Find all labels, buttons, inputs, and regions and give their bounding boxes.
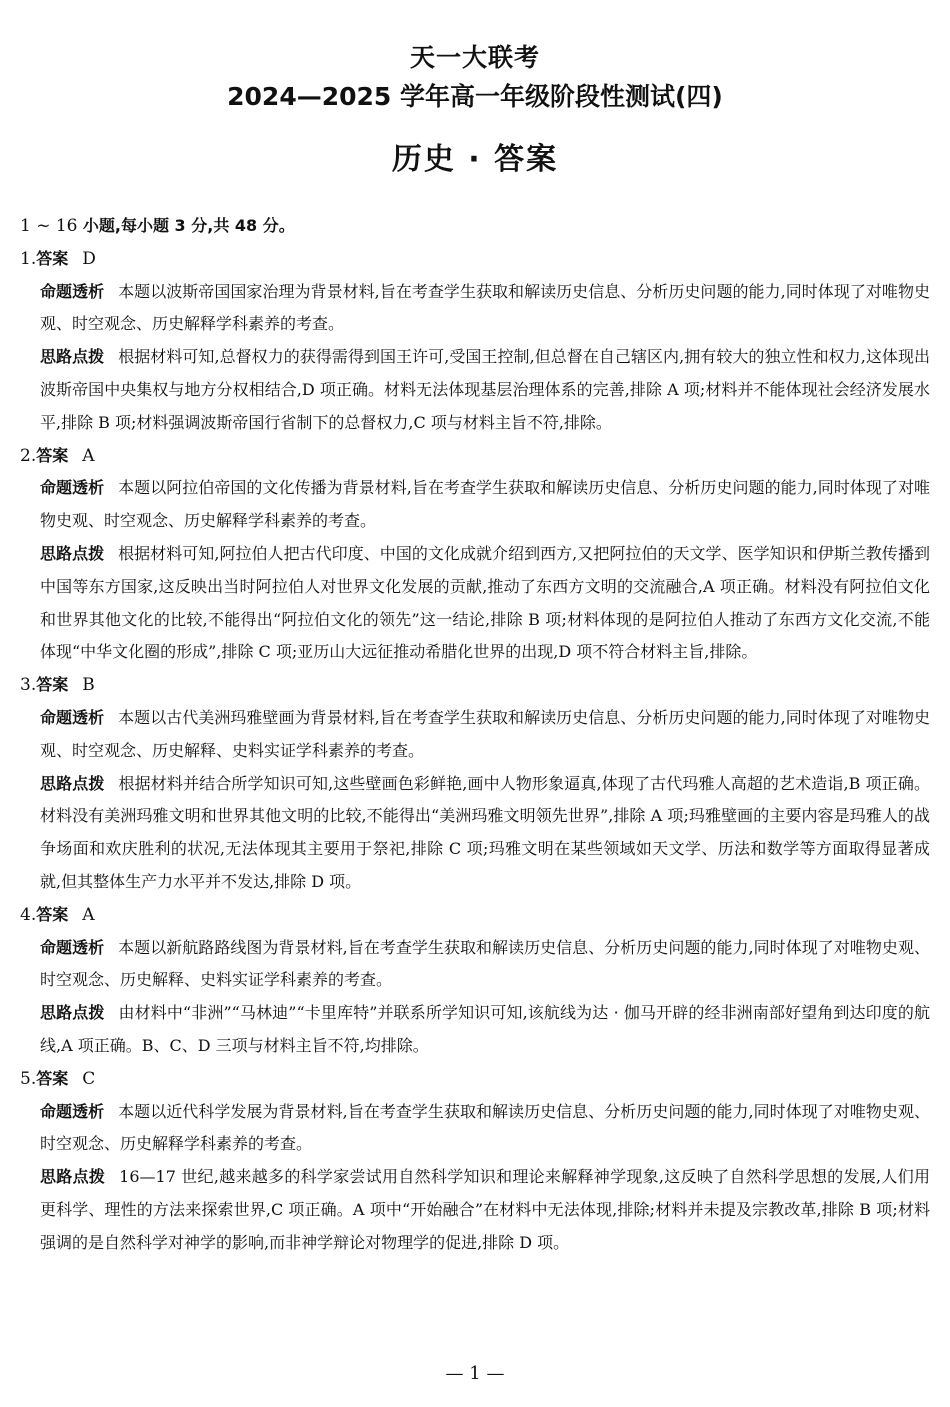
answer-value: C (82, 1068, 96, 1089)
analysis-text: 本题以古代美洲玛雅壁画为背景材料,旨在考查学生获取和解读历史信息、分析历史问题的能力,同时体现了对唯物史观、时空观念、历史解释、史料实证学科素养的考查。 (40, 707, 930, 760)
analysis-label: 命题透析 (40, 478, 105, 498)
analysis-label: 命题透析 (40, 707, 105, 727)
question-block-4 (20, 899, 930, 1063)
answer-line (20, 669, 930, 702)
hint-paragraph (20, 768, 930, 899)
hint-label: 思路点拨 (40, 347, 105, 367)
hint-text: 由材料中“非洲”“马林迪”“卡里库特”并联系所学知识可知,该航线为达 · 伽马开辟的经非洲南部好望角到达印度的航线,A 项正确。B、C、D 三项与材料主旨不符,均排除。 (40, 1003, 930, 1055)
hint-label: 思路点拨 (40, 543, 105, 563)
answer-value: A (82, 445, 95, 466)
answer-line (20, 1063, 930, 1096)
analysis-text: 本题以波斯帝国国家治理为背景材料,旨在考查学生获取和解读历史信息、分析历史问题的能力,同时体现了对唯物史观、时空观念、历史解释学科素养的考查。 (40, 281, 930, 334)
hint-paragraph (20, 341, 930, 439)
scoring-note: 小题,每小题 3 分,共 48 分。 (82, 216, 295, 235)
analysis-label: 命题透析 (40, 1101, 105, 1121)
hint-label: 思路点拨 (40, 1167, 106, 1187)
subject-title: 历史 · 答案 (391, 142, 559, 177)
answer-value: B (82, 675, 95, 696)
hint-paragraph (20, 1161, 930, 1259)
page-number: — 1 — (445, 1363, 505, 1384)
hint-text: 根据材料并结合所学知识可知,这些壁画色彩鲜艳,画中人物形象逼真,体现了古代玛雅人高超的艺术造诣,B 项正确。材料没有美洲玛雅文明和世界其他文明的比较,不能得出“美洲玛雅文明领先世界”,排除 A 项;玛雅壁画的主要内容是玛雅人的战争场面和欢庆胜利的状况,无法体现其主要用于祭祀,排除 C 项;玛雅文明在某些领域如天文学、历法和数学等方面取得显著成就,但其整体生产力水平并不发达,排除 D 项。 (40, 773, 930, 891)
answer-line (20, 243, 930, 276)
hint-text: 16—17 世纪,越来越多的科学家尝试用自然科学知识和理论来解释神学现象,这反映了自然科学思想的发展,人们用更科学、理性的方法来探索世界,C 项正确。A 项中“开始融合”在材料中无法体现,排除;材料并未提及宗教改革,排除 B 项;材料强调的是自然科学对神学的影响,而非神学辩论对物理学的促进,排除 D 项。 (40, 1167, 930, 1252)
question-number: 4. (20, 904, 37, 925)
question-number: 1. (20, 248, 37, 269)
analysis-label: 命题透析 (40, 937, 105, 957)
answer-label: 答案 (36, 675, 69, 695)
answer-label: 答案 (36, 445, 69, 465)
section-intro (20, 210, 930, 243)
analysis-label: 命题透析 (40, 281, 105, 301)
answer-line (20, 440, 930, 473)
question-block-1 (20, 243, 930, 440)
question-number: 2. (20, 445, 37, 466)
analysis-paragraph (20, 276, 930, 342)
question-block-5 (20, 1063, 930, 1260)
hint-paragraph (20, 997, 930, 1063)
exam-name-title: 2024—2025 学年高一年级阶段性测试(四) (227, 82, 723, 111)
question-block-3 (20, 669, 930, 899)
hint-label: 思路点拨 (40, 773, 105, 793)
analysis-paragraph (20, 1096, 930, 1162)
answer-line (20, 899, 930, 932)
analysis-text: 本题以近代科学发展为背景材料,旨在考查学生获取和解读历史信息、分析历史问题的能力,同时体现了对唯物史观、时空观念、历史解释学科素养的考查。 (40, 1101, 930, 1154)
hint-text: 根据材料可知,总督权力的获得需得到国王许可,受国王控制,但总督在自己辖区内,拥有较大的独立性和权力,这体现出波斯帝国中央集权与地方分权相结合,D 项正确。材料无法体现基层治理体系的完善,排除 A 项;材料并不能体现社会经济发展水平,排除 B 项;材料强调波斯帝国行省制下的总督权力,C 项与材料主旨不符,排除。 (40, 347, 930, 432)
question-block-2 (20, 440, 930, 670)
answer-value: D (82, 248, 96, 269)
exam-organizer-title: 天一大联考 (409, 43, 540, 72)
answer-label: 答案 (36, 904, 69, 924)
analysis-text: 本题以新航路路线图为背景材料,旨在考查学生获取和解读历史信息、分析历史问题的能力,同时体现了对唯物史观、时空观念、历史解释、史料实证学科素养的考查。 (40, 937, 930, 990)
hint-label: 思路点拨 (40, 1003, 105, 1023)
answer-label: 答案 (36, 1068, 69, 1088)
analysis-text: 本题以阿拉伯帝国的文化传播为背景材料,旨在考查学生获取和解读历史信息、分析历史问题的能力,同时体现了对唯物史观、时空观念、历史解释学科素养的考查。 (40, 478, 930, 531)
analysis-paragraph (20, 472, 930, 538)
question-number: 3. (20, 675, 37, 696)
analysis-paragraph (20, 932, 930, 998)
hint-paragraph (20, 538, 930, 669)
answer-label: 答案 (36, 248, 69, 268)
hint-text: 根据材料可知,阿拉伯人把古代印度、中国的文化成就介绍到西方,又把阿拉伯的天文学、医学知识和伊斯兰教传播到中国等东方国家,这反映出当时阿拉伯人对世界文化发展的贡献,推动了东西方文明的交流融合,A 项正确。材料没有阿拉伯文化和世界其他文化的比较,不能得出“阿拉伯文化的领先”这一结论,排除 B 项;材料体现的是阿拉伯人推动了东西方文化交流,不能体现“中华文化圈的形成”,排除 C 项;亚历山大远征推动希腊化世界的出现,D 项不符合材料主旨,排除。 (40, 543, 930, 662)
answer-content (20, 210, 930, 1260)
answer-value: A (82, 904, 95, 925)
question-number: 5. (20, 1068, 37, 1089)
analysis-paragraph (20, 702, 930, 768)
question-range: 1 ~ 16 (20, 216, 83, 236)
